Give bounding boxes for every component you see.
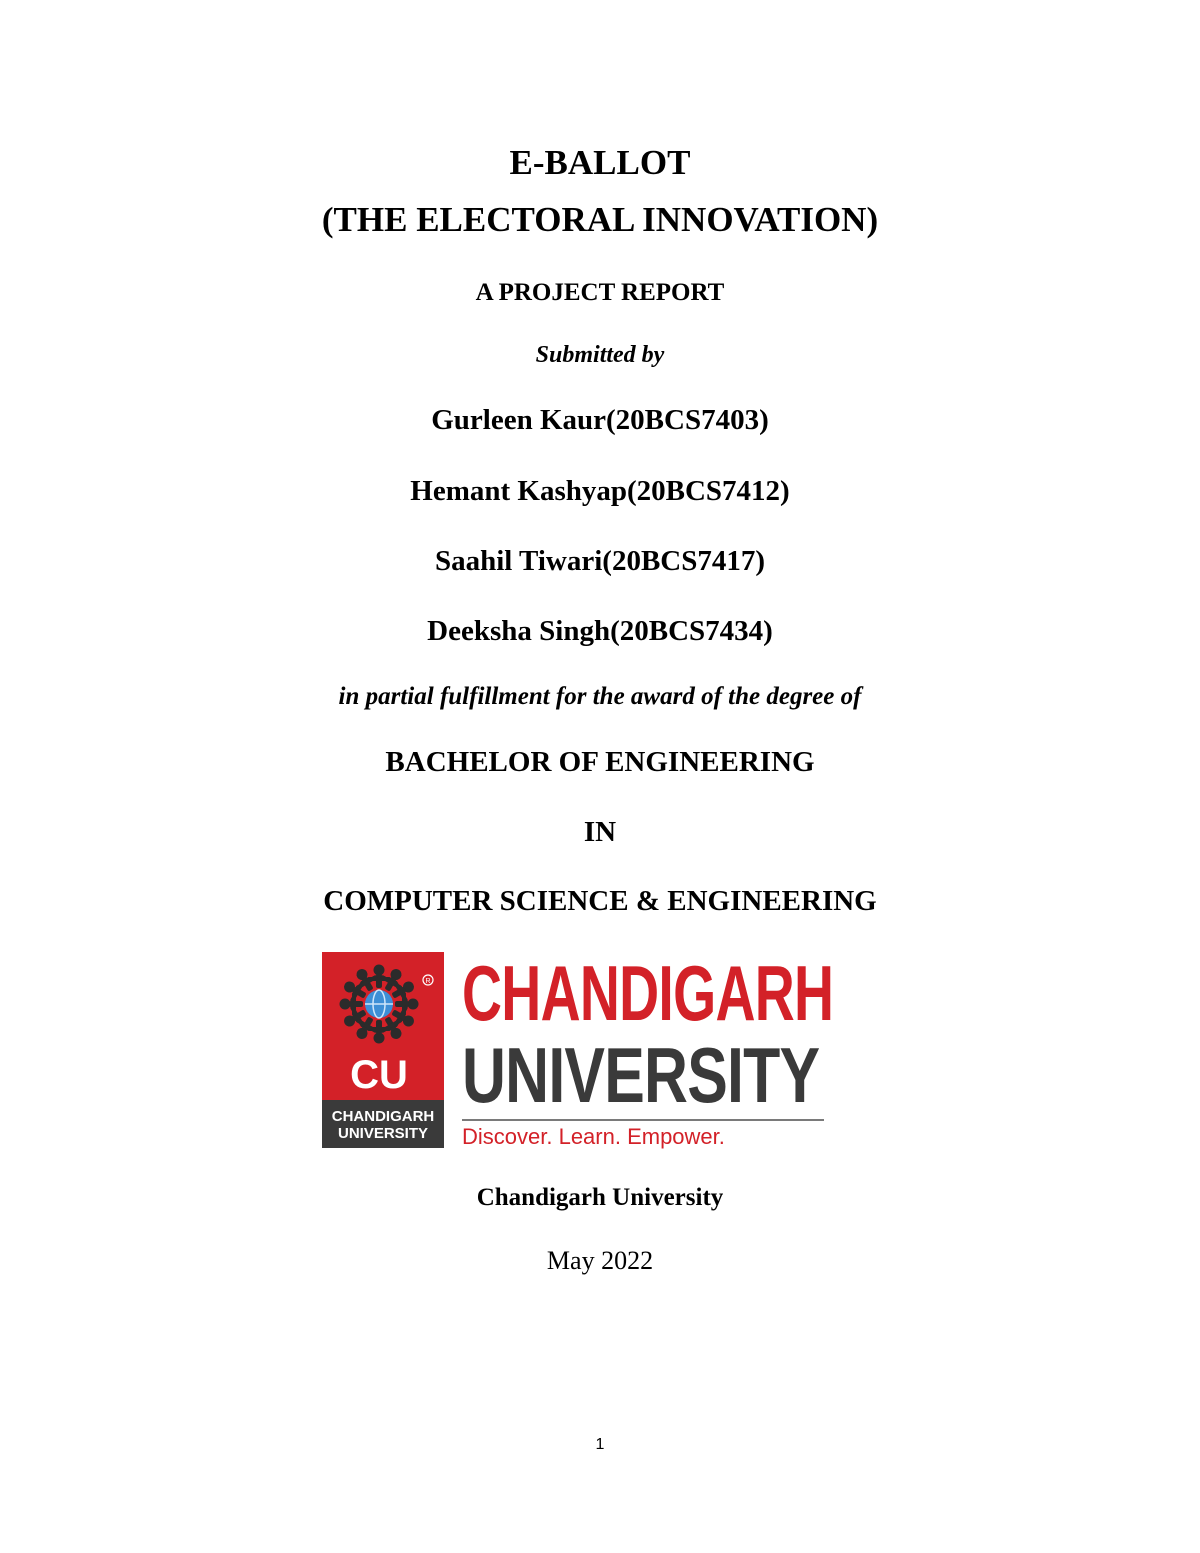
degree-branch: COMPUTER SCIENCE & ENGINEERING xyxy=(323,885,877,917)
university-emblem-icon xyxy=(322,952,444,1148)
fulfillment-statement: in partial fulfillment for the award of the degree of xyxy=(338,683,862,710)
emblem-caption: CHANDIGARH xyxy=(331,1108,435,1125)
degree-connector: IN xyxy=(583,816,617,848)
university-logo xyxy=(322,949,878,1150)
author-name: Gurleen Kaur(20BCS7403) xyxy=(431,404,769,436)
author-name: Saahil Tiwari(20BCS7417) xyxy=(434,545,766,577)
report-subtitle: (THE ELECTORAL INNOVATION) xyxy=(321,200,879,239)
report-type: A PROJECT REPORT xyxy=(475,279,725,306)
emblem-caption: UNIVERSITY xyxy=(337,1125,429,1142)
logo-wordmark-top: CHANDIGARH xyxy=(462,949,834,1037)
report-title: E-BALLOT xyxy=(509,143,691,182)
university-name: Chandigarh University xyxy=(476,1184,724,1211)
submission-date: May 2022 xyxy=(546,1246,654,1275)
submitted-by-label: Submitted by xyxy=(535,342,665,368)
logo-tagline: Discover. Learn. Empower. xyxy=(462,1124,725,1149)
degree-name: BACHELOR OF ENGINEERING xyxy=(385,746,815,778)
logo-divider xyxy=(462,1119,824,1121)
author-name: Hemant Kashyap(20BCS7412) xyxy=(410,475,790,507)
author-name: Deeksha Singh(20BCS7434) xyxy=(427,615,773,647)
logo-wordmark-bottom: UNIVERSITY xyxy=(462,1031,820,1119)
svg-text:R: R xyxy=(425,978,431,985)
page-number: 1 xyxy=(595,1436,605,1453)
emblem-initials: CU xyxy=(350,1053,408,1097)
